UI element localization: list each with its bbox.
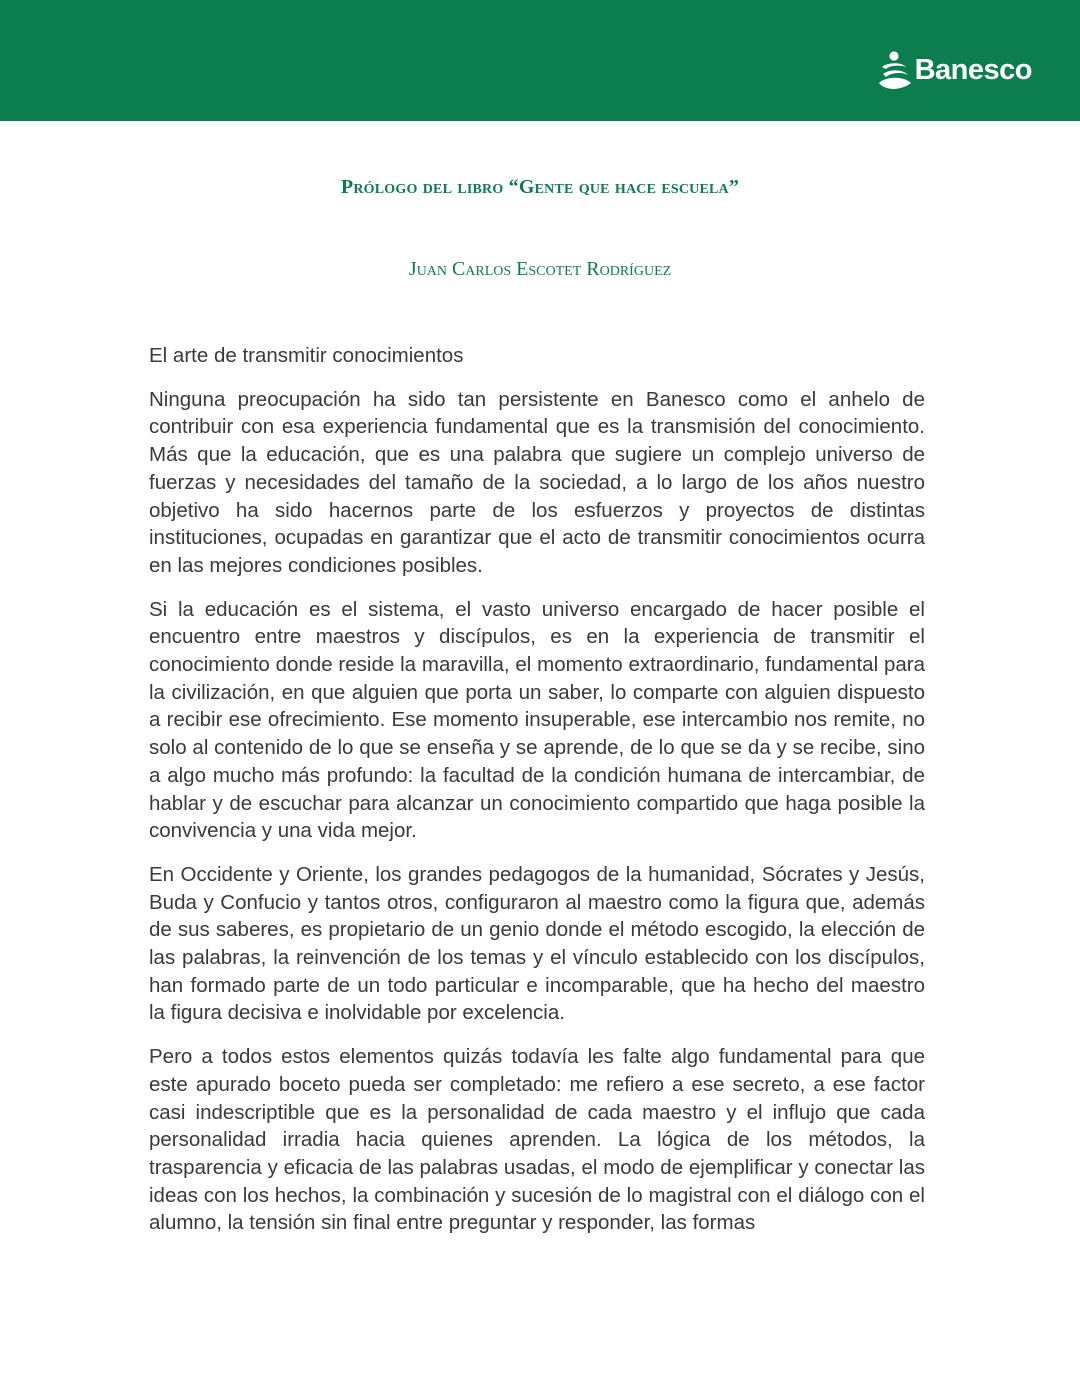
brand-logo (877, 46, 1032, 94)
body-paragraph: Ninguna preocupación ha sido tan persistente en Banesco como el anhelo de contribuir con esa experiencia fundamental que es la transmisión del conocimiento. Más que la educación, que es una palabra que sugiere un complejo universo de fuerzas y necesidades del tamaño de la sociedad, a lo largo de los años nuestro objetivo ha sido hacernos parte de los esfuerzos y proyectos de distintas instituciones, ocupadas en garantizar que el acto de transmitir conocimientos ocurra en las mejores condiciones posibles. (149, 387, 925, 577)
section-heading: El arte de transmitir conocimientos (149, 344, 464, 367)
document-body (149, 342, 925, 1253)
body-paragraph: Pero a todos estos elementos quizás todavía les falte algo fundamental para que este apurado boceto pueda ser completado: me refiero a ese secreto, a ese factor casi indescriptible que es la personalidad de cada maestro y el influjo que cada personalidad irradia hacia quienes aprenden. La lógica de los métodos, la trasparencia y eficacia de las palabras usadas, el modo de ejemplificar y conectar las ideas con los hechos, la combinación y sucesión de lo magistral con el diálogo con el alumno, la tensión sin final entre preguntar y responder, las formas (149, 1045, 925, 1235)
document-author: Juan Carlos Escotet Rodríguez (408, 258, 672, 280)
header-band (0, 0, 1080, 121)
banesco-logo-icon (877, 50, 913, 90)
brand-name: Banesco (914, 53, 1032, 86)
body-paragraph: En Occidente y Oriente, los grandes pedagogos de la humanidad, Sócrates y Jesús, Buda y Confucio y tantos otros, configuraron al maestro como la figura que, además de sus saberes, es propietario de un genio donde el método escogido, la elección de las palabras, la reinvención de los temas y el vínculo establecido con los discípulos, han formado parte de un todo particular e incomparable, que ha hecho del maestro la figura decisiva e inolvidable por excelencia. (149, 862, 925, 1025)
body-paragraph: Si la educación es el sistema, el vasto universo encargado de hacer posible el encuentro entre maestros y discípulos, es en la experiencia de transmitir el conocimiento donde reside la maravilla, el momento extraordinario, fundamental para la civilización, en que alguien que porta un saber, lo comparte con alguien dispuesto a recibir ese ofrecimiento. Ese momento insuperable, ese intercambio nos remite, no solo al contenido de lo que se enseña y se aprende, de lo que se da y se recibe, sino a algo mucho más profundo: la facultad de la condición humana de intercambiar, de hablar y de escuchar para alcanzar un conocimiento compartido que haga posible la convivencia y una vida mejor. (149, 597, 925, 843)
document-title: Prólogo del libro “Gente que hace escuela” (340, 176, 740, 198)
